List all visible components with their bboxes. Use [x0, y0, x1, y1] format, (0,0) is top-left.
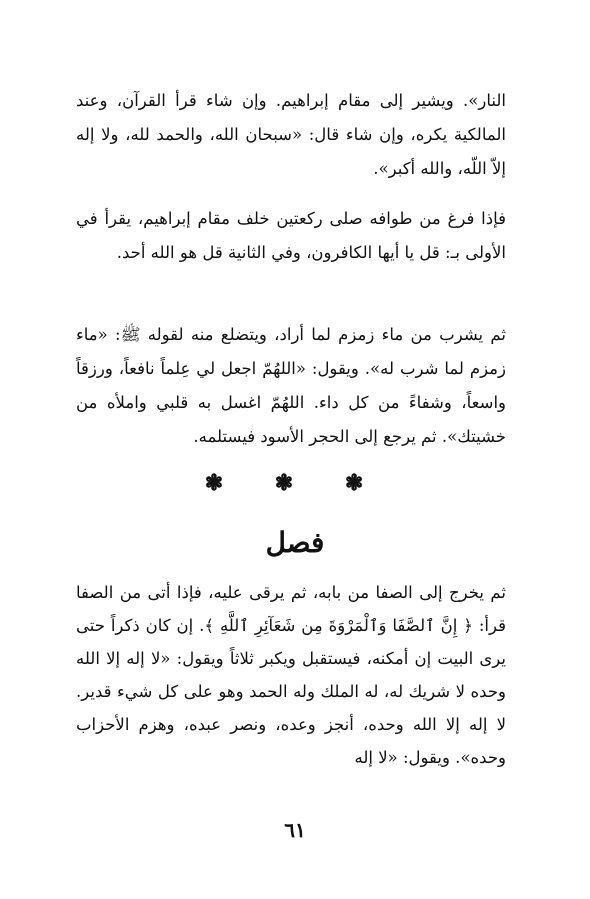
paragraph-zamzam: ثم يشرب من ماء زمزم لما أراد، ويتضلع منه لقوله ﷺ: «ماء زمزم لما شرب له». ويقول: «اللهُمّ اجعل لي عِلماً نافعاً، ورزقاً واسعاً، وشفاءً من كل داء. اللهُمّ اغسل به قلبي واملأه من خشيتك». ثم يرجع إلى الحجر الأسود فيستلمه. [76, 325, 506, 446]
section-separator: ❃ ❃ ❃ [204, 470, 386, 496]
paragraph-safa: ثم يخرج إلى الصفا من بابه، ثم يرقى عليه، فإذا أتى من الصفا قرأ: ﴿ إِنَّ ٱلصَّفَا وَٱلْمَرْوَةَ مِن شَعَآئِرِ ٱللَّهِ ﴾. إن كان ذكراً حتى يرى البيت إن أمكنه، فيستقبل ويكبر ثلاثاً ويقول: «لا إله إلا الله وحده لا شريك له، له الملك وله الحمد وهو على كل شيء قدير. لا إله إلا الله وحده، أنجز وعده، ونصر عبده، وهزم الأحزاب وحده». ويقول: «لا إله [76, 583, 506, 767]
paragraph-two-rakaat: فإذا فرغ من طوافه صلى ركعتين خلف مقام إبراهيم، يقرأ في الأولى بـ: قل يا أيها الكافرون، وفي الثانية قل هو الله أحد. [76, 209, 506, 262]
section-title: فصل [265, 526, 325, 559]
paragraph-tawaf-dhikr: النار». ويشير إلى مقام إبراهيم. وإن شاء قرأ القرآن، وعند المالكية يكره، وإن شاء قال: «سبحان الله، والحمد لله، ولا إله إلاّ اللّه، والله أكبر». [76, 91, 506, 178]
page-number: ٦١ [284, 818, 306, 842]
